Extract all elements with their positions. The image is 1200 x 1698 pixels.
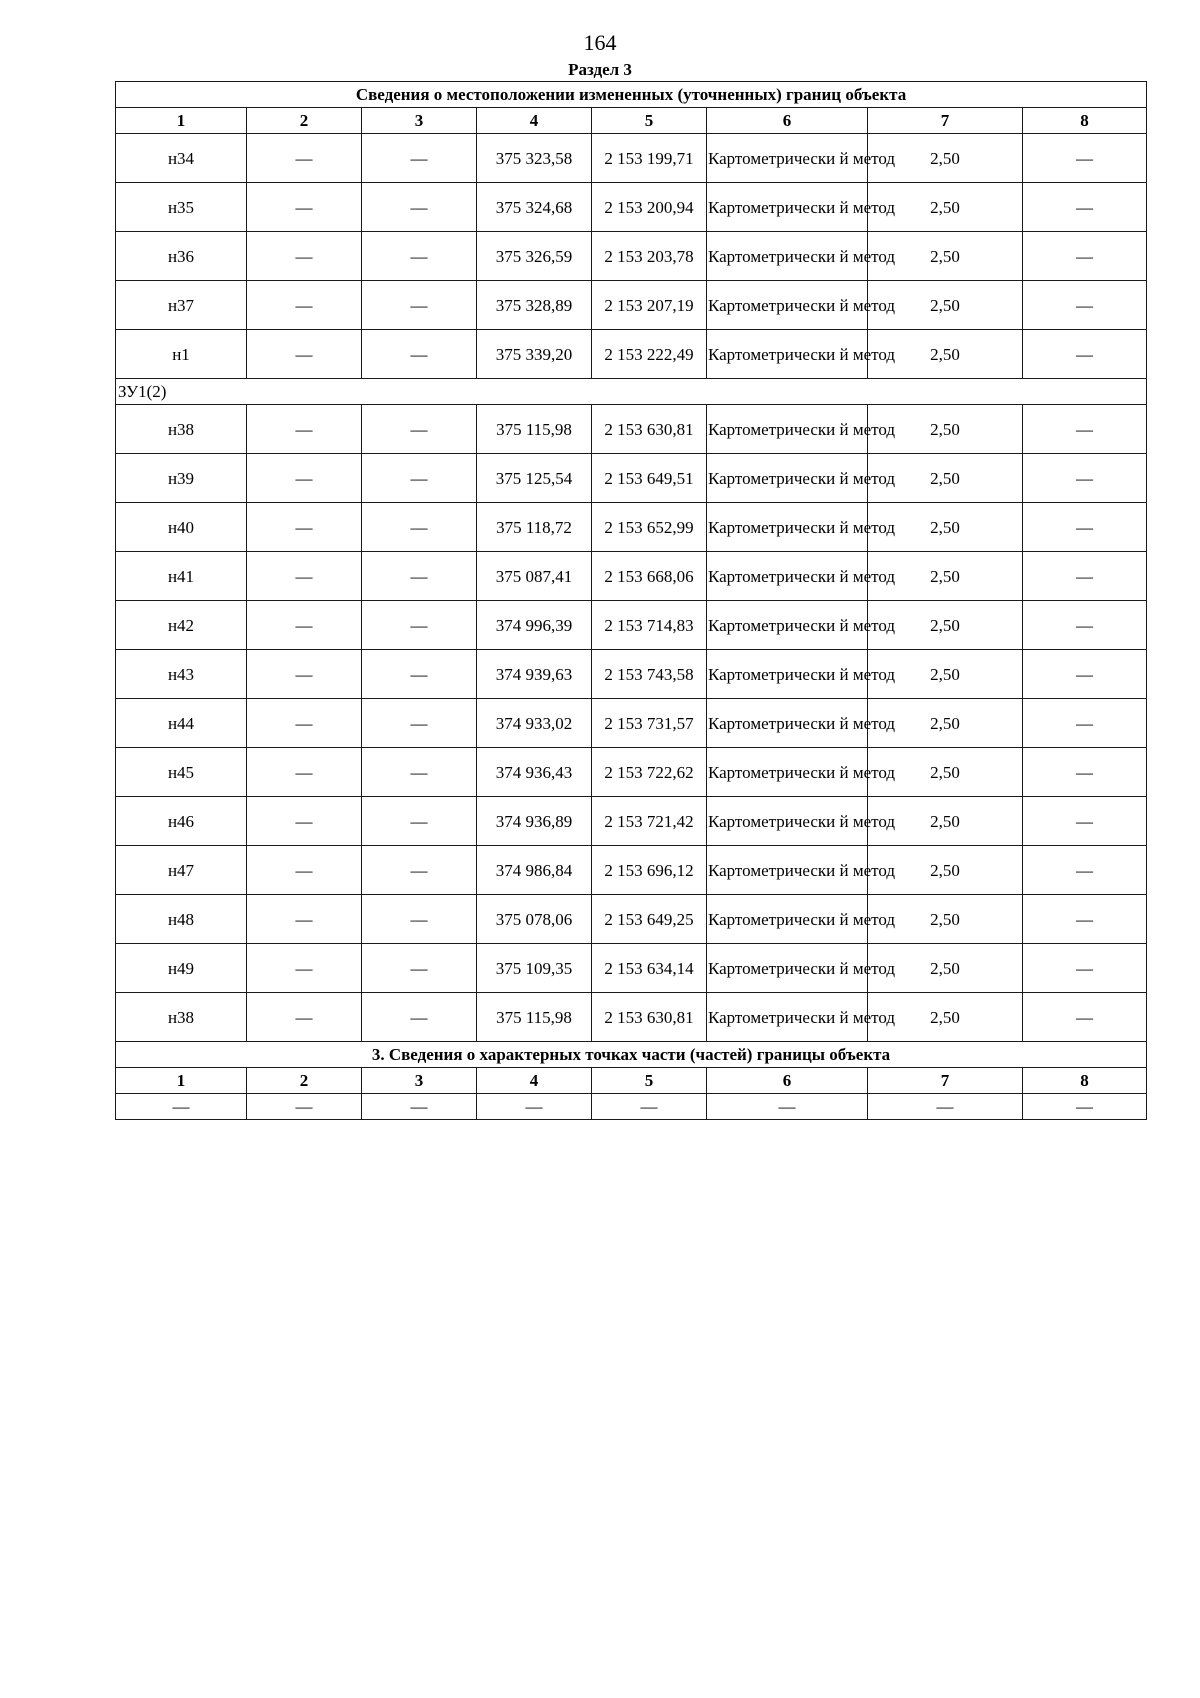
column-number: 3 [362, 108, 477, 134]
y-coordinate: 2 153 714,83 [592, 601, 707, 650]
accuracy-value: 2,50 [868, 846, 1023, 895]
column-number-row [116, 1068, 1147, 1094]
method-value: Картометрически й метод [707, 797, 868, 846]
accuracy-value: 2,50 [868, 330, 1023, 379]
table-title-row [116, 82, 1147, 108]
method-value: Картометрически й метод [707, 895, 868, 944]
method-value: Картометрически й метод [707, 281, 868, 330]
col3-value: — [362, 699, 477, 748]
y-coordinate: 2 153 203,78 [592, 232, 707, 281]
x-coordinate: 375 339,20 [477, 330, 592, 379]
empty-cell: — [592, 1094, 707, 1120]
col2-value: — [247, 503, 362, 552]
col2-value: — [247, 944, 362, 993]
accuracy-value: 2,50 [868, 454, 1023, 503]
y-coordinate: 2 153 630,81 [592, 993, 707, 1042]
col8-value: — [1023, 552, 1147, 601]
col3-value: — [362, 134, 477, 183]
accuracy-value: 2,50 [868, 134, 1023, 183]
point-name: н39 [116, 454, 247, 503]
x-coordinate: 374 933,02 [477, 699, 592, 748]
col3-value: — [362, 650, 477, 699]
point-name: н38 [116, 993, 247, 1042]
column-number: 4 [477, 108, 592, 134]
y-coordinate: 2 153 731,57 [592, 699, 707, 748]
point-name: н38 [116, 405, 247, 454]
col3-value: — [362, 454, 477, 503]
method-value: Картометрически й метод [707, 405, 868, 454]
col8-value: — [1023, 650, 1147, 699]
col8-value: — [1023, 699, 1147, 748]
column-number: 2 [247, 108, 362, 134]
accuracy-value: 2,50 [868, 993, 1023, 1042]
column-number-row [116, 108, 1147, 134]
accuracy-value: 2,50 [868, 748, 1023, 797]
y-coordinate: 2 153 207,19 [592, 281, 707, 330]
x-coordinate: 375 118,72 [477, 503, 592, 552]
point-name: н48 [116, 895, 247, 944]
table-row [116, 944, 1147, 993]
y-coordinate: 2 153 721,42 [592, 797, 707, 846]
group-label: ЗУ1(2) [116, 379, 1147, 405]
subsection-title-row [116, 1042, 1147, 1068]
col2-value: — [247, 183, 362, 232]
column-number: 6 [707, 1068, 868, 1094]
col2-value: — [247, 232, 362, 281]
col8-value: — [1023, 183, 1147, 232]
point-name: н35 [116, 183, 247, 232]
empty-cell: — [707, 1094, 868, 1120]
accuracy-value: 2,50 [868, 232, 1023, 281]
x-coordinate: 375 323,58 [477, 134, 592, 183]
accuracy-value: 2,50 [868, 405, 1023, 454]
point-name: н34 [116, 134, 247, 183]
col2-value: — [247, 330, 362, 379]
column-number: 7 [868, 108, 1023, 134]
accuracy-value: 2,50 [868, 601, 1023, 650]
x-coordinate: 375 115,98 [477, 405, 592, 454]
accuracy-value: 2,50 [868, 183, 1023, 232]
table-row [116, 405, 1147, 454]
col3-value: — [362, 503, 477, 552]
method-value: Картометрически й метод [707, 748, 868, 797]
y-coordinate: 2 153 200,94 [592, 183, 707, 232]
y-coordinate: 2 153 222,49 [592, 330, 707, 379]
col8-value: — [1023, 232, 1147, 281]
table-title: Сведения о местоположении измененных (уточненных) границ объекта [116, 82, 1147, 108]
point-name: н44 [116, 699, 247, 748]
col3-value: — [362, 748, 477, 797]
method-value: Картометрически й метод [707, 183, 868, 232]
table-row [116, 454, 1147, 503]
empty-data-row [116, 1094, 1147, 1120]
column-number: 5 [592, 108, 707, 134]
col2-value: — [247, 699, 362, 748]
coordinates-table [115, 81, 1147, 1120]
accuracy-value: 2,50 [868, 503, 1023, 552]
subsection-title: 3. Сведения о характерных точках части (частей) границы объекта [116, 1042, 1147, 1068]
x-coordinate: 375 326,59 [477, 232, 592, 281]
x-coordinate: 375 324,68 [477, 183, 592, 232]
point-name: н36 [116, 232, 247, 281]
column-number: 8 [1023, 108, 1147, 134]
column-number: 5 [592, 1068, 707, 1094]
col8-value: — [1023, 405, 1147, 454]
col8-value: — [1023, 846, 1147, 895]
column-number: 1 [116, 108, 247, 134]
method-value: Картометрически й метод [707, 601, 868, 650]
col2-value: — [247, 405, 362, 454]
col8-value: — [1023, 330, 1147, 379]
col8-value: — [1023, 993, 1147, 1042]
method-value: Картометрически й метод [707, 134, 868, 183]
point-name: н43 [116, 650, 247, 699]
col8-value: — [1023, 797, 1147, 846]
method-value: Картометрически й метод [707, 330, 868, 379]
y-coordinate: 2 153 652,99 [592, 503, 707, 552]
y-coordinate: 2 153 722,62 [592, 748, 707, 797]
point-name: н45 [116, 748, 247, 797]
accuracy-value: 2,50 [868, 281, 1023, 330]
x-coordinate: 374 986,84 [477, 846, 592, 895]
column-number: 2 [247, 1068, 362, 1094]
table-row [116, 552, 1147, 601]
accuracy-value: 2,50 [868, 699, 1023, 748]
column-number: 4 [477, 1068, 592, 1094]
col3-value: — [362, 232, 477, 281]
col2-value: — [247, 797, 362, 846]
col3-value: — [362, 281, 477, 330]
y-coordinate: 2 153 630,81 [592, 405, 707, 454]
method-value: Картометрически й метод [707, 699, 868, 748]
point-name: н37 [116, 281, 247, 330]
accuracy-value: 2,50 [868, 797, 1023, 846]
col3-value: — [362, 183, 477, 232]
col2-value: — [247, 601, 362, 650]
y-coordinate: 2 153 649,51 [592, 454, 707, 503]
col8-value: — [1023, 503, 1147, 552]
method-value: Картометрически й метод [707, 552, 868, 601]
point-name: н40 [116, 503, 247, 552]
x-coordinate: 374 936,89 [477, 797, 592, 846]
col2-value: — [247, 552, 362, 601]
empty-cell: — [247, 1094, 362, 1120]
table-row [116, 134, 1147, 183]
col3-value: — [362, 846, 477, 895]
group-label-row [116, 379, 1147, 405]
accuracy-value: 2,50 [868, 944, 1023, 993]
y-coordinate: 2 153 696,12 [592, 846, 707, 895]
col3-value: — [362, 601, 477, 650]
table-row [116, 183, 1147, 232]
section-title: Раздел 3 [568, 60, 632, 79]
x-coordinate: 374 936,43 [477, 748, 592, 797]
method-value: Картометрически й метод [707, 846, 868, 895]
col2-value: — [247, 281, 362, 330]
col8-value: — [1023, 944, 1147, 993]
x-coordinate: 375 087,41 [477, 552, 592, 601]
y-coordinate: 2 153 743,58 [592, 650, 707, 699]
point-name: н1 [116, 330, 247, 379]
col2-value: — [247, 846, 362, 895]
method-value: Картометрически й метод [707, 232, 868, 281]
y-coordinate: 2 153 668,06 [592, 552, 707, 601]
y-coordinate: 2 153 649,25 [592, 895, 707, 944]
x-coordinate: 375 115,98 [477, 993, 592, 1042]
x-coordinate: 375 078,06 [477, 895, 592, 944]
table-row [116, 650, 1147, 699]
column-number: 8 [1023, 1068, 1147, 1094]
col3-value: — [362, 895, 477, 944]
method-value: Картометрически й метод [707, 944, 868, 993]
col3-value: — [362, 797, 477, 846]
table-row [116, 993, 1147, 1042]
x-coordinate: 375 125,54 [477, 454, 592, 503]
col3-value: — [362, 330, 477, 379]
page-number: 164 [583, 30, 617, 55]
col8-value: — [1023, 134, 1147, 183]
col8-value: — [1023, 454, 1147, 503]
table-row [116, 232, 1147, 281]
point-name: н42 [116, 601, 247, 650]
col3-value: — [362, 944, 477, 993]
column-number: 1 [116, 1068, 247, 1094]
column-number: 6 [707, 108, 868, 134]
table-row [116, 503, 1147, 552]
table-row [116, 797, 1147, 846]
method-value: Картометрически й метод [707, 650, 868, 699]
empty-cell: — [868, 1094, 1023, 1120]
col2-value: — [247, 650, 362, 699]
col2-value: — [247, 748, 362, 797]
col2-value: — [247, 993, 362, 1042]
accuracy-value: 2,50 [868, 895, 1023, 944]
point-name: н49 [116, 944, 247, 993]
accuracy-value: 2,50 [868, 650, 1023, 699]
col8-value: — [1023, 748, 1147, 797]
y-coordinate: 2 153 634,14 [592, 944, 707, 993]
col2-value: — [247, 895, 362, 944]
accuracy-value: 2,50 [868, 552, 1023, 601]
empty-cell: — [477, 1094, 592, 1120]
table-row [116, 699, 1147, 748]
x-coordinate: 375 109,35 [477, 944, 592, 993]
table-row [116, 748, 1147, 797]
table-row [116, 895, 1147, 944]
column-number: 3 [362, 1068, 477, 1094]
empty-cell: — [116, 1094, 247, 1120]
x-coordinate: 374 939,63 [477, 650, 592, 699]
method-value: Картометрически й метод [707, 454, 868, 503]
col3-value: — [362, 405, 477, 454]
method-value: Картометрически й метод [707, 503, 868, 552]
point-name: н41 [116, 552, 247, 601]
x-coordinate: 375 328,89 [477, 281, 592, 330]
col8-value: — [1023, 601, 1147, 650]
x-coordinate: 374 996,39 [477, 601, 592, 650]
col3-value: — [362, 993, 477, 1042]
empty-cell: — [1023, 1094, 1147, 1120]
point-name: н46 [116, 797, 247, 846]
empty-cell: — [362, 1094, 477, 1120]
col2-value: — [247, 454, 362, 503]
col8-value: — [1023, 281, 1147, 330]
table-row [116, 601, 1147, 650]
y-coordinate: 2 153 199,71 [592, 134, 707, 183]
col8-value: — [1023, 895, 1147, 944]
table-row [116, 281, 1147, 330]
table-row [116, 846, 1147, 895]
point-name: н47 [116, 846, 247, 895]
table-row [116, 330, 1147, 379]
col2-value: — [247, 134, 362, 183]
column-number: 7 [868, 1068, 1023, 1094]
col3-value: — [362, 552, 477, 601]
method-value: Картометрически й метод [707, 993, 868, 1042]
